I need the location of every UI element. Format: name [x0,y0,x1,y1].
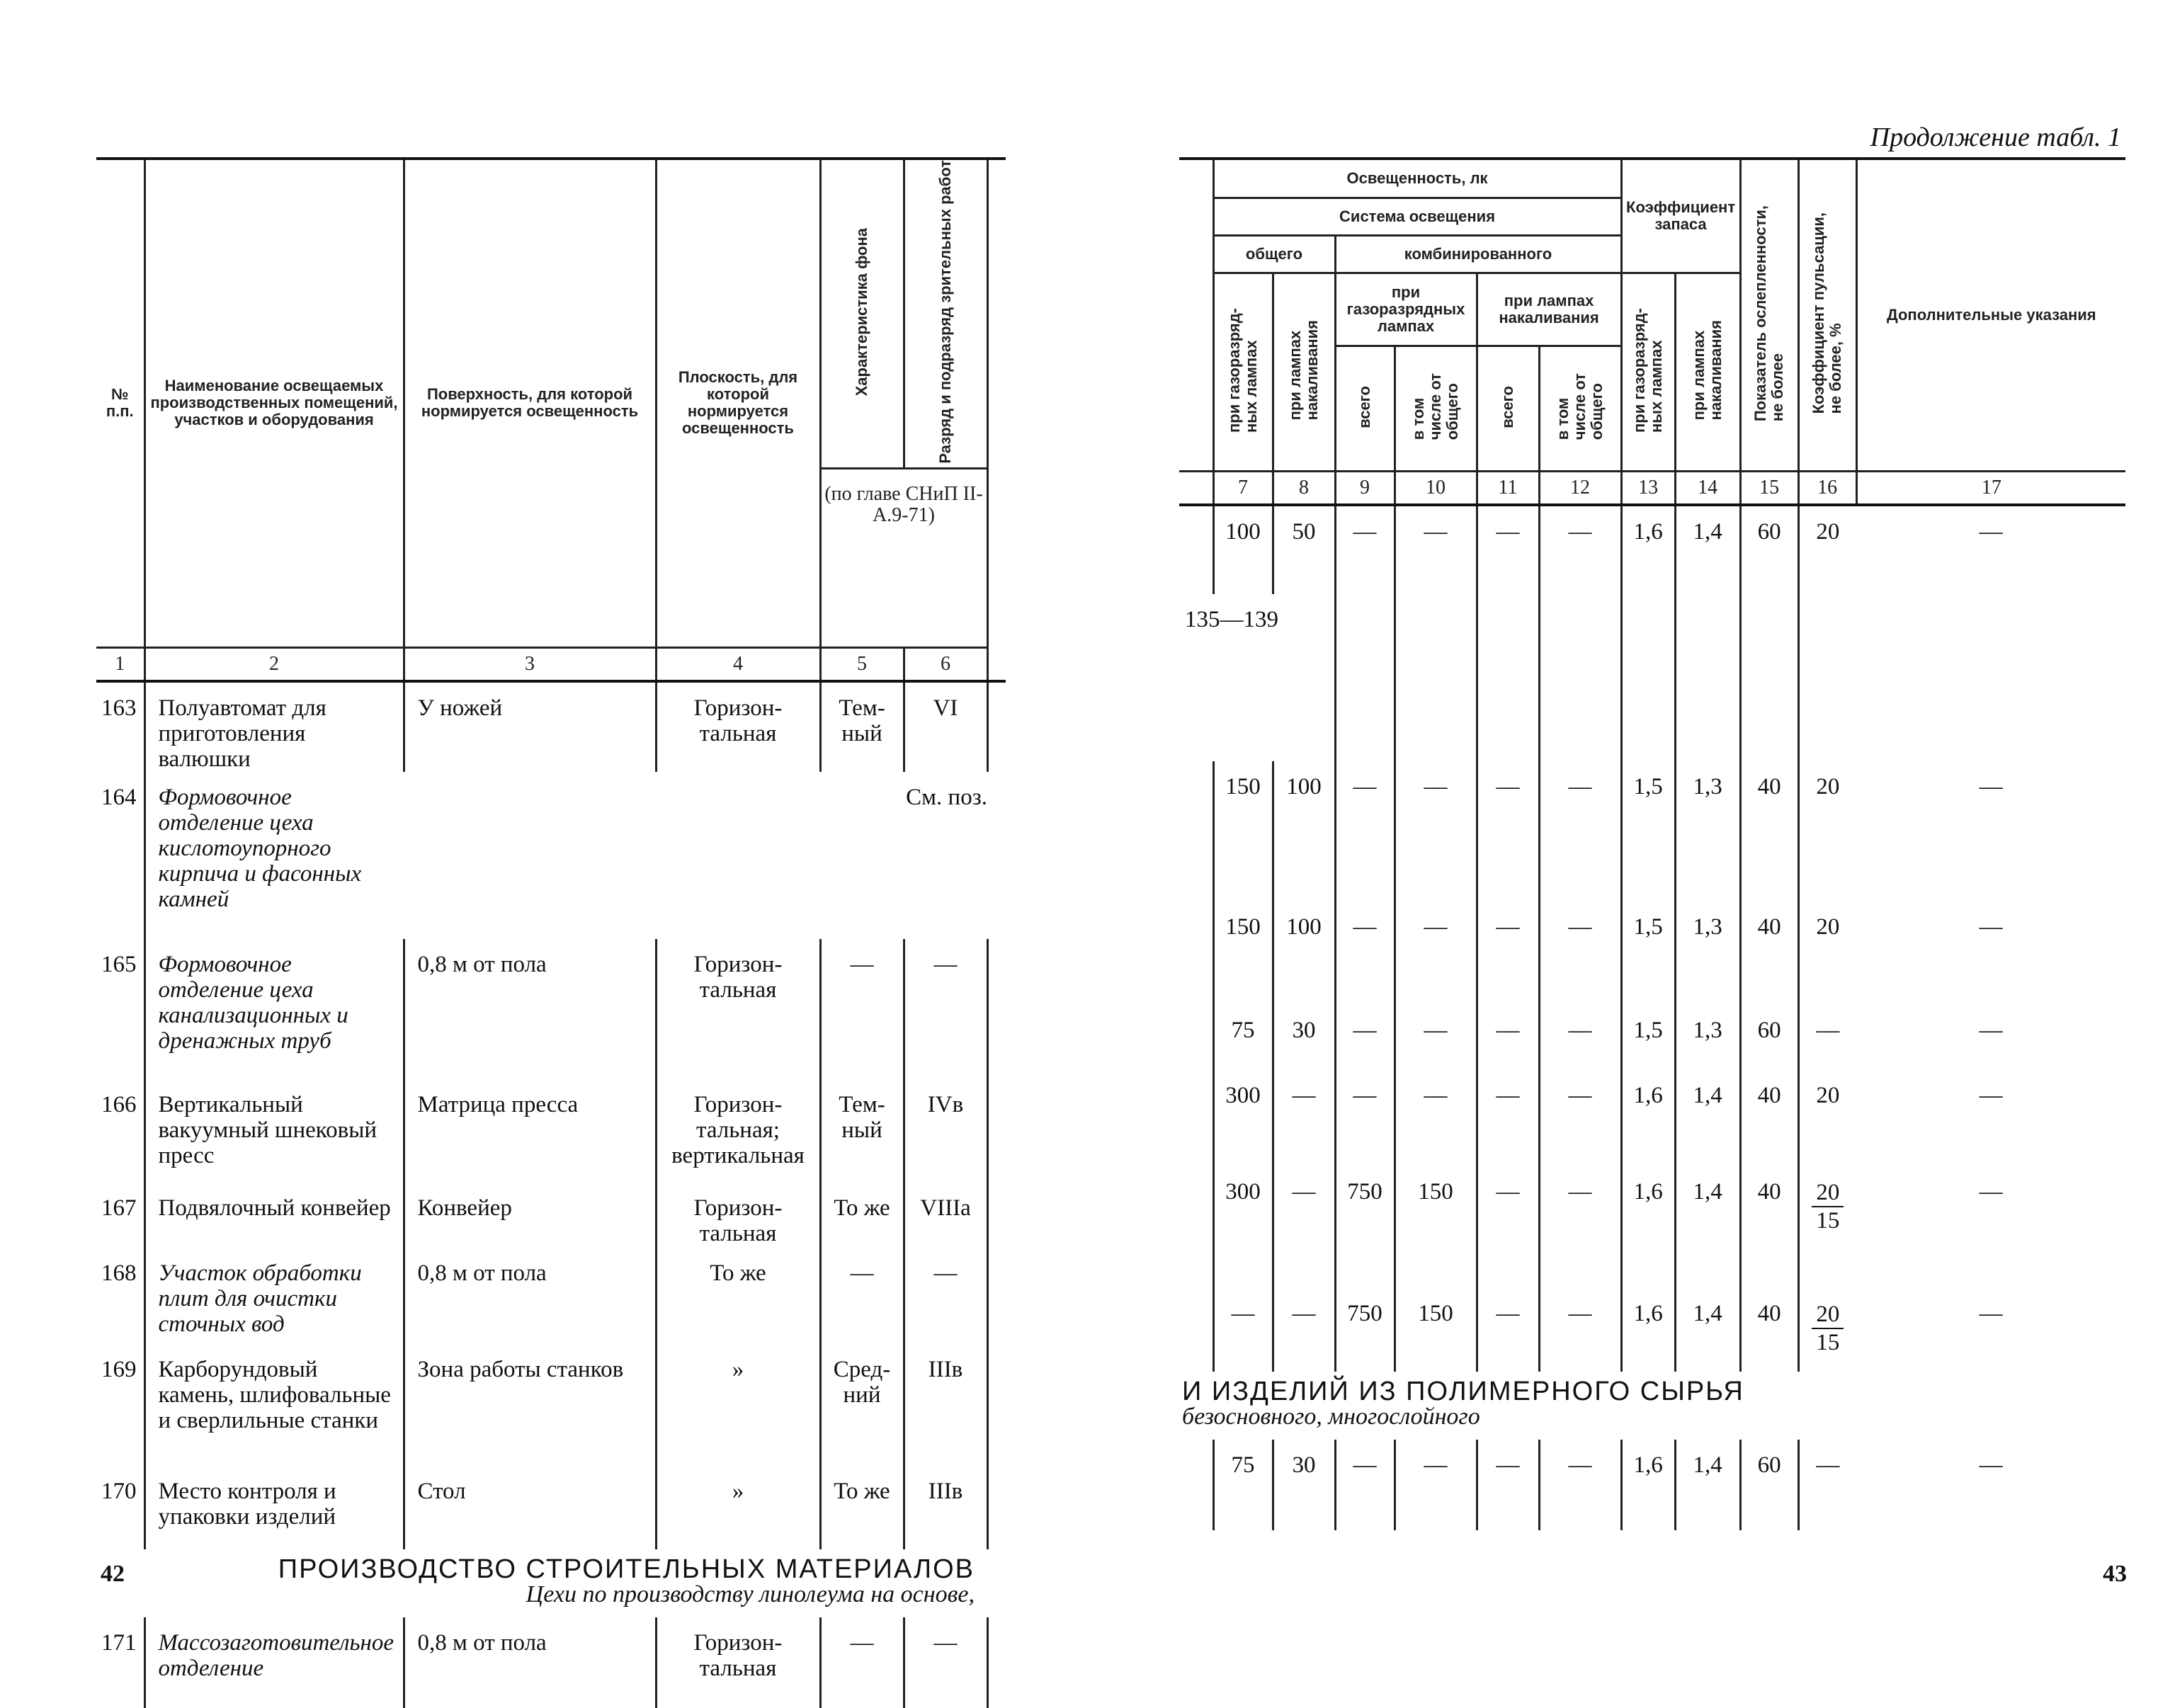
row-plane: Горизон-тальная [656,1617,820,1708]
hdr-reserve: Коэффициент запаса [1621,159,1740,273]
table-left-body [96,681,1006,1708]
table-row [1179,1288,2125,1372]
colnum-1: 1 [96,647,144,681]
row-category: IIIв [904,1466,987,1549]
cell-c8: 30 [1273,1005,1335,1070]
cell-c12: — [1539,1070,1621,1166]
table-row [96,1344,1006,1466]
cell-c10: — [1395,505,1477,594]
cell-c13: 1,5 [1621,761,1675,901]
hdr-glare: Показатель ослепленности, не более [1740,159,1798,472]
row-background: — [820,1617,904,1708]
hdr-background: Характеристика фона [820,159,904,468]
row-category: — [904,1248,987,1344]
table-row [96,1617,1006,1708]
row-spacer [987,1183,1006,1248]
cell-c17: — [1979,1301,2003,1326]
row-category: — [904,939,987,1079]
section-heading-row [1179,1372,2125,1440]
row-spacer [1179,1288,1213,1372]
cell-c7: 100 [1213,505,1273,594]
cell-c16: 20 [1798,761,1856,901]
row-surface: Зона работы станков [404,1344,656,1466]
cell-c11: — [1477,1070,1539,1166]
row-background: То же [820,1466,904,1549]
colnum-10: 10 [1395,472,1477,506]
cell-c14: 1,4 [1675,505,1740,594]
cell-c17: — [1979,519,2003,545]
cell-c12: — [1539,1166,1621,1288]
table-row [1179,761,2125,901]
hdr-name: Наименование освещаемых производственных помещений, участков и оборудования [144,159,404,647]
row-category: IVв [904,1079,987,1183]
cell-c14: 1,3 [1675,761,1740,901]
colnum-spacer [987,647,1006,681]
row-spacer [1179,901,1213,1005]
row-spacer [987,1248,1006,1344]
cell-c15: 40 [1740,1288,1798,1372]
hdr-plane: Плоскость, для которой нормируется освещенность [656,159,820,647]
row-background: Сред-ний [820,1344,904,1466]
cell-c17: — [1979,1179,2003,1205]
row-name: Массозаготовительное отделение [144,1617,404,1708]
row-background: Тем-ный [820,1079,904,1183]
row-surface: Матрица пресса [404,1079,656,1183]
cell-c14: 1,4 [1675,1288,1740,1372]
cell-c16: 20 [1798,1070,1856,1166]
colnum-17: 17 [1856,472,2125,506]
row-number: 166 [101,1091,137,1117]
colnum-3: 3 [404,647,656,681]
hdr-spacer [1179,159,1213,472]
cell-c8: 100 [1273,901,1335,1005]
row-name: Участок обработки плит для очистки сточных вод [144,1248,404,1344]
hdr-illumination: Освещенность, лк [1213,159,1621,198]
right-page [1087,0,2175,1673]
row-category: VI [904,681,987,772]
cell-c17 [1856,594,2125,761]
cell-c12: — [1539,505,1621,594]
cell-c7: 75 [1213,1005,1273,1070]
row-category: IIIв [904,1344,987,1466]
cell-c16-fraction: $\frac{20}{15}$ [1798,1166,1856,1288]
row-spacer [1179,1005,1213,1070]
row-spacer [1179,1166,1213,1288]
cell-c15 [1740,594,1798,761]
row-plane: Горизон-тальная; вертикальная [656,1079,820,1183]
cell-c7: 75 [1213,1440,1273,1530]
row-plane: » [656,1466,820,1549]
table-row [96,681,1006,772]
row-background: То же [820,1183,904,1248]
cell-c17: — [1979,1083,2003,1108]
row-number: 170 [101,1478,137,1504]
colnum-13: 13 [1621,472,1675,506]
cell-c16: 20 [1798,901,1856,1005]
cell-c17: — [1979,1452,2003,1478]
cell-c13: 1,5 [1621,901,1675,1005]
hdr-no: № п.п. [96,159,144,647]
colnum-6: 6 [904,647,987,681]
row-number: 163 [101,695,137,721]
cell-c11 [1477,594,1539,761]
hdr-c8: при лампах накаливания [1273,273,1335,472]
row-name: Формовочное отделение цеха канализационных и дренажных труб [144,939,404,1079]
hdr-general: общего [1213,236,1335,273]
colnum-16: 16 [1798,472,1856,506]
hdr-pulsation: Коэффициент пульсации, не более, % [1798,159,1856,472]
table-row [96,939,1006,1079]
colnum-12: 12 [1539,472,1621,506]
hdr-c10: в том числе от общего [1395,346,1477,472]
row-number: 169 [101,1356,137,1382]
colnum-4: 4 [656,647,820,681]
cell-c9: — [1335,1005,1395,1070]
row-plane: То же [656,1248,820,1344]
cell-c16 [1798,594,1856,761]
cell-c10 [1395,594,1477,761]
row-number: 165 [101,951,137,977]
colnum-spacer [1179,472,1213,506]
hdr-inc: при лампах накаливания [1477,273,1621,346]
table-row [96,1079,1006,1183]
cell-c9: — [1335,1440,1395,1530]
cell-c12: — [1539,1005,1621,1070]
row-spacer [987,1344,1006,1466]
hdr-combined: комбинированного [1335,236,1621,273]
cell-c9 [1335,594,1395,761]
row-surface: 0,8 м от пола [404,1617,656,1708]
row-name: Вертикальный вакуумный шнековый пресс [144,1079,404,1183]
row-name: Карборундовый камень, шлифовальные и сверлильные станки [144,1344,404,1466]
running-head: Продолжение табл. 1 [1870,123,2121,152]
table-right-body [1179,505,2125,1530]
table-row [96,1248,1006,1344]
row-name: Полуавтомат для приготовления валюшки [144,681,404,772]
cell-c12: — [1539,1440,1621,1530]
hdr-system: Система освещения [1213,198,1621,236]
page-number-right: 43 [2103,1561,2127,1587]
table-right [1179,157,2125,1530]
colnum-11: 11 [1477,472,1539,506]
row-spacer [987,939,1006,1079]
cell-c12: — [1539,761,1621,901]
hdr-category: Разряд и подразряд зрительных работ [904,159,987,468]
cell-c9: — [1335,901,1395,1005]
cell-c11: — [1477,1166,1539,1288]
hdr-c9: всего [1335,346,1395,472]
cell-c15: 40 [1740,761,1798,901]
cell-c11: — [1477,1288,1539,1372]
row-plane: Горизон-тальная [656,681,820,772]
row-spacer [987,772,1006,939]
row-surface: Конвейер [404,1183,656,1248]
row-name: Формовочное отделение цеха кислотоупорного кирпича и фасонных камней [144,772,404,939]
cell-c17: — [1979,914,2003,940]
row-surface: 0,8 м от пола [404,939,656,1079]
colnum-7: 7 [1213,472,1273,506]
cell-c14: 1,4 [1675,1440,1740,1530]
cell-c10: 150 [1395,1288,1477,1372]
row-spacer [1179,761,1213,901]
row-number: 167 [101,1195,137,1221]
left-page [0,0,1087,1681]
cell-c9: 750 [1335,1288,1395,1372]
cell-c13: 1,6 [1621,505,1675,594]
cell-c12: — [1539,901,1621,1005]
hdr-extra: Дополнительные указания [1856,159,2125,472]
cell-c15: 60 [1740,1005,1798,1070]
row-plane: Горизон-тальная [656,939,820,1079]
section-title-right: И ИЗДЕЛИЙ ИЗ ПОЛИМЕРНОГО СЫРЬЯ безосновного, многослойного [1182,1377,1744,1430]
row-spacer [1179,1440,1213,1530]
cell-c8: 30 [1273,1440,1335,1530]
table-row [96,772,1006,939]
cell-c8: — [1273,1070,1335,1166]
cell-c14: 1,4 [1675,1070,1740,1166]
cell-c12: — [1539,1288,1621,1372]
cell-c16-fraction: $\frac{20}{15}$ [1798,1288,1856,1372]
cell-c11: — [1477,1005,1539,1070]
colnum-5: 5 [820,647,904,681]
cell-c13: 1,6 [1621,1166,1675,1288]
cell-c15: 60 [1740,1440,1798,1530]
table-row [96,1183,1006,1248]
hdr-gas: при газоразрядных лампах [1335,273,1477,346]
cell-c10: — [1395,1005,1477,1070]
row-see-ref: 135—139 [1185,607,1278,632]
cell-c15: 60 [1740,505,1798,594]
cell-c11: — [1477,761,1539,901]
colnum-9: 9 [1335,472,1395,506]
hdr-c7: при газоразряд- ных лампах [1213,273,1273,472]
cell-c9: — [1335,761,1395,901]
cell-c16: — [1798,1440,1856,1530]
row-surface: У ножей [404,681,656,772]
table-row [1179,1440,2125,1530]
cell-c10: — [1395,1440,1477,1530]
row-see-ref: См. поз. [906,784,987,810]
hdr-c14: при лампах накаливания [1675,273,1740,472]
hdr-c12: в том числе от общего [1539,346,1621,472]
cell-c13 [1621,594,1675,761]
cell-c13: 1,5 [1621,1005,1675,1070]
cell-c8: — [1273,1166,1335,1288]
row-spacer [1179,1070,1213,1166]
cell-c9: — [1335,505,1395,594]
row-number: 168 [101,1260,137,1286]
row-category: — [904,1617,987,1708]
cell-c17: — [1979,774,2003,799]
row-number: 164 [101,784,137,810]
table-row [96,1466,1006,1549]
cell-c17: — [1979,1018,2003,1043]
colnum-2: 2 [144,647,404,681]
section-heading-row [96,1549,1006,1617]
cell-c12 [1539,594,1621,761]
cell-c13: 1,6 [1621,1440,1675,1530]
cell-c10: — [1395,761,1477,901]
row-category: VIIIa [904,1183,987,1248]
cell-c13: 1,6 [1621,1070,1675,1166]
cell-c16: 20 [1798,505,1856,594]
colnum-15: 15 [1740,472,1798,506]
cell-c8: — [1273,1288,1335,1372]
cell-c8: 50 [1273,505,1335,594]
table-row [1179,505,2125,594]
row-background: Тем-ный [820,681,904,772]
table-left [96,157,1006,1708]
row-spacer [987,1617,1006,1708]
cell-c15: 40 [1740,1070,1798,1166]
cell-c10: — [1395,1070,1477,1166]
cell-c10: — [1395,901,1477,1005]
row-spacer [987,1079,1006,1183]
section-title-left: ПРОИЗВОДСТВО СТРОИТЕЛЬНЫХ МАТЕРИАЛОВ Цехи по производству линолеума на основе, [278,1554,975,1607]
cell-c16: — [1798,1005,1856,1070]
table-row [1179,1070,2125,1166]
row-plane: Горизон-тальная [656,1183,820,1248]
colnum-8: 8 [1273,472,1335,506]
row-background: — [820,939,904,1079]
cell-c14: 1,3 [1675,1005,1740,1070]
table-row [1179,1005,2125,1070]
hdr-surface: Поверхность, для которой нормируется освещенность [404,159,656,647]
row-surface: 0,8 м от пола [404,1248,656,1344]
cell-c11: — [1477,505,1539,594]
cell-c11: — [1477,901,1539,1005]
row-surface: Стол [404,1466,656,1549]
row-spacer [1179,505,1213,594]
row-spacer [987,681,1006,772]
page-number-left: 42 [101,1561,125,1587]
table-row [1179,1166,2125,1288]
row-name: Подвялочный конвейер [144,1183,404,1248]
cell-c14: 1,4 [1675,1166,1740,1288]
row-number: 171 [101,1629,137,1656]
cell-c8: 100 [1273,761,1335,901]
cell-c15: 40 [1740,901,1798,1005]
cell-c10: 150 [1395,1166,1477,1288]
cell-c14: 1,3 [1675,901,1740,1005]
table-row [1179,901,2125,1005]
cell-c7: 150 [1213,761,1273,901]
row-name: Место контроля и упаковки изделий [144,1466,404,1549]
cell-c15: 40 [1740,1166,1798,1288]
row-plane: » [656,1344,820,1466]
cell-c7: 300 [1213,1166,1273,1288]
row-spacer [987,1466,1006,1549]
cell-c11: — [1477,1440,1539,1530]
cell-c9: — [1335,1070,1395,1166]
hdr-c11: всего [1477,346,1539,472]
cell-c13: 1,6 [1621,1288,1675,1372]
table-row [1179,594,2125,761]
hdr-snip-note: (по главе СНиП II-А.9-71) [820,468,987,647]
cell-c9: 750 [1335,1166,1395,1288]
hdr-c13: при газоразряд- ных лампах [1621,273,1675,472]
cell-c14 [1675,594,1740,761]
hdr-spacer [987,159,1006,647]
colnum-14: 14 [1675,472,1740,506]
cell-c7: — [1213,1288,1273,1372]
row-background: — [820,1248,904,1344]
cell-c7: 300 [1213,1070,1273,1166]
cell-c7: 150 [1213,901,1273,1005]
